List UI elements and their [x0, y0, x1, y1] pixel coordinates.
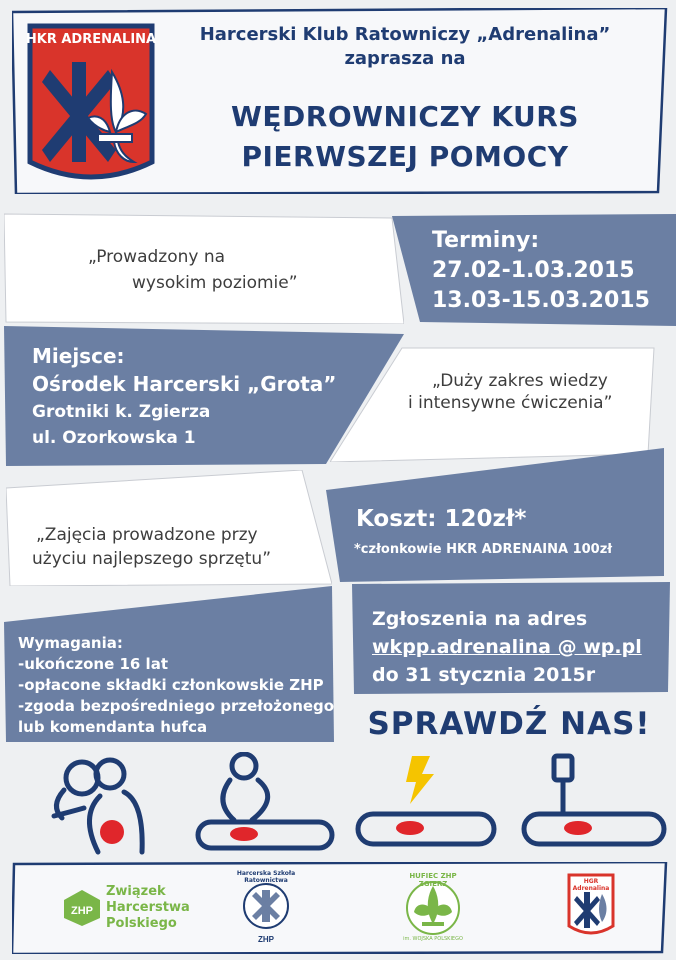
hkr-small-text: HGR Adrenalina	[572, 878, 610, 892]
requirements-label: Wymagania:	[18, 634, 123, 652]
illustration-iv-drip-icon	[520, 752, 670, 854]
place-label: Miejsce:	[32, 344, 125, 368]
requirements-item-2: -opłacone składki członkowskie ZHP	[18, 676, 324, 694]
school-logo	[230, 870, 302, 946]
cta-text: SPRAWDŹ NAS!	[367, 706, 651, 742]
requirements-item-1: -ukończone 16 lat	[18, 655, 168, 673]
invite-line2: zaprasza na	[344, 48, 466, 69]
quote-2-line2: i intensywne ćwiczenia”	[408, 393, 613, 413]
terms-date-2: 13.03-15.03.2015	[432, 288, 650, 313]
hufiec-logo	[398, 872, 468, 946]
hkr-small-logo	[566, 872, 616, 940]
cost-main: Koszt: 120zł*	[356, 506, 527, 532]
cost-note: *członkowie HKR ADRENAINA 100zł	[354, 542, 613, 557]
zhp-line3: Polskiego	[106, 916, 177, 931]
zhp-line1: Związek	[106, 884, 166, 899]
quote-2-line1: „Duży zakres wiedzy	[432, 371, 608, 391]
place-line-1: Grotniki k. Zgierza	[32, 402, 211, 422]
signup-email[interactable]: wkpp.adrenalina @ wp.pl	[372, 636, 642, 658]
quote-1-line2: wysokim poziomie”	[132, 273, 298, 293]
hufiec-sub: im. WOJSKA POLSKIEGO	[403, 936, 463, 942]
terms-date-1: 27.02-1.03.2015	[432, 258, 635, 283]
place-line-2: ul. Ozorkowska 1	[32, 428, 196, 448]
hkr-logo	[24, 22, 158, 186]
terms-label: Terminy:	[432, 228, 540, 253]
school-sub: ZHP	[258, 935, 274, 944]
signup-line1: Zgłoszenia na adres	[372, 608, 588, 630]
quote-1-line1: „Prowadzony na	[88, 247, 226, 267]
quote-panel-1	[4, 212, 404, 324]
signup-deadline: do 31 stycznia 2015r	[372, 664, 596, 686]
illustration-defibrillator-icon	[352, 752, 502, 854]
page-title-line2: PIERWSZEJ POMOCY	[241, 140, 569, 173]
quote-3-line1: „Zajęcia prowadzone przy	[36, 525, 258, 545]
school-text: Harcerska Szkoła Ratownictwa	[236, 870, 296, 884]
requirements-item-3: -zgoda bezpośredniego przełożonego	[18, 697, 335, 715]
hufiec-text: HUFIEC ZHP ZGIERZ	[409, 872, 457, 888]
place-name: Ośrodek Harcerski „Grota”	[32, 372, 337, 396]
zhp-line2: Harcerstwa	[106, 900, 190, 915]
zhp-logo	[62, 882, 212, 934]
svg-text:ZHP: ZHP	[71, 905, 93, 917]
illustration-cpr-icon	[190, 752, 340, 854]
page-title-line1: WĘDROWNICZY KURS	[231, 100, 579, 133]
invite-line1: Harcerski Klub Ratowniczy „Adrenalina”	[199, 24, 611, 45]
logo-text: HKR ADRENALINA	[25, 32, 157, 47]
requirements-item-4: lub komendanta hufca	[18, 718, 208, 736]
illustration-choking-icon	[40, 756, 180, 856]
quote-3-line2: użyciu najlepszego sprzętu”	[32, 549, 271, 569]
